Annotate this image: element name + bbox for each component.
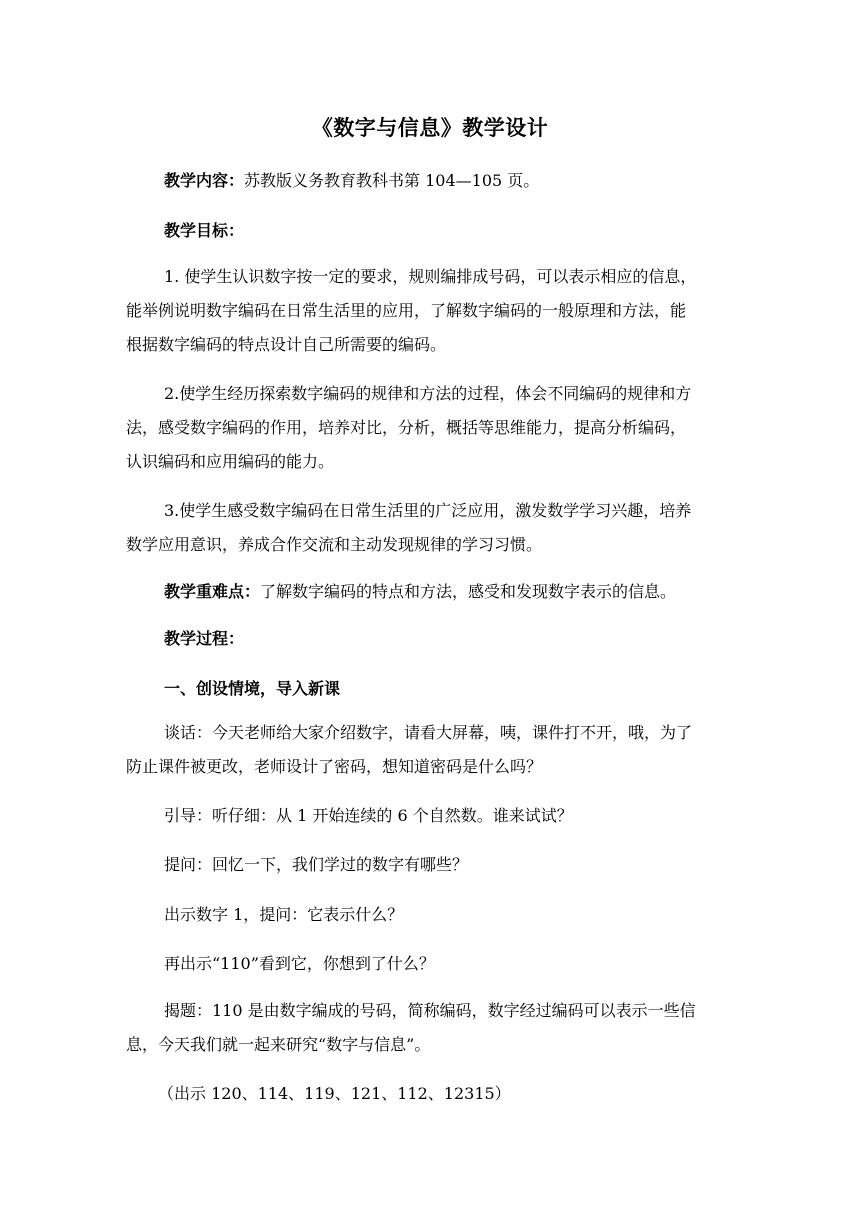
document-title: 《数字与信息》教学设计 xyxy=(311,116,549,140)
key-label: 教学重难点： xyxy=(164,582,261,601)
question-1-paragraph: 提问：回忆一下，我们学过的数字有哪些？ xyxy=(164,855,469,874)
talk-line-2: 防止课件被更改，老师设计了密码，想知道密码是什么吗？ xyxy=(126,757,543,776)
content-paragraph xyxy=(126,164,730,198)
show-110-paragraph: 再出示“110”看到它，你想到了什么？ xyxy=(164,954,435,973)
content-text: 苏教版义务教育教科书第 104—105 页。 xyxy=(244,171,540,190)
section-1-heading: 一、创设情境，导入新课 xyxy=(164,679,341,698)
key-text: 了解数字编码的特点和方法，感受和发现数字表示的信息。 xyxy=(260,582,677,601)
key-paragraph xyxy=(126,575,730,609)
talk-paragraph xyxy=(126,716,730,784)
reveal-paragraph xyxy=(126,994,730,1062)
goal-3-line-1: 3.使学生感受数字编码在日常生活里的广泛应用，激发数学学习兴趣，培养 xyxy=(164,501,692,520)
reveal-line-2: 息，今天我们就一起来研究“数字与信息”。 xyxy=(126,1035,431,1054)
goal-3-line-2: 数学应用意识，养成合作交流和主动发现规律的学习习惯。 xyxy=(126,535,543,554)
show-1-paragraph: 出示数字 1，提问：它表示什么？ xyxy=(164,905,404,924)
goal-2-line-2: 法，感受数字编码的作用，培养对比，分析，概括等思维能力，提高分析编码， xyxy=(126,418,687,437)
talk-line-1: 谈话：今天老师给大家介绍数字，请看大屏幕，咦，课件打不开，哦，为了 xyxy=(164,723,693,742)
goal-2-line-1: 2.使学生经历探索数字编码的规律和方法的过程，体会不同编码的规律和方 xyxy=(164,384,692,403)
process-label: 教学过程： xyxy=(164,629,245,648)
goal-1-line-3: 根据数字编码的特点设计自己所需要的编码。 xyxy=(126,335,447,354)
goal-2-line-3: 认识编码和应用编码的能力。 xyxy=(126,452,335,471)
goal-1-paragraph xyxy=(126,260,730,362)
goals-label: 教学目标： xyxy=(164,221,245,240)
numbers-paragraph: （出示 120、114、119、121、112、12315） xyxy=(158,1084,511,1103)
content-label: 教学内容： xyxy=(164,171,245,190)
goals-label-paragraph xyxy=(126,214,730,248)
goal-1-line-1: 1. 使学生认识数字按一定的要求，规则编排成号码，可以表示相应的信息， xyxy=(164,267,697,286)
guide-paragraph: 引导：听仔细：从 1 开始连续的 6 个自然数。谁来试试？ xyxy=(164,806,573,825)
reveal-line-1: 揭题：110 是由数字编成的号码，简称编码，数字经过编码可以表示一些信 xyxy=(164,1001,696,1020)
goal-3-paragraph xyxy=(126,494,730,562)
goal-2-paragraph xyxy=(126,377,730,479)
process-label-paragraph xyxy=(126,622,730,656)
goal-1-line-2: 能举例说明数字编码在日常生活里的应用，了解数字编码的一般原理和方法，能 xyxy=(126,301,687,320)
